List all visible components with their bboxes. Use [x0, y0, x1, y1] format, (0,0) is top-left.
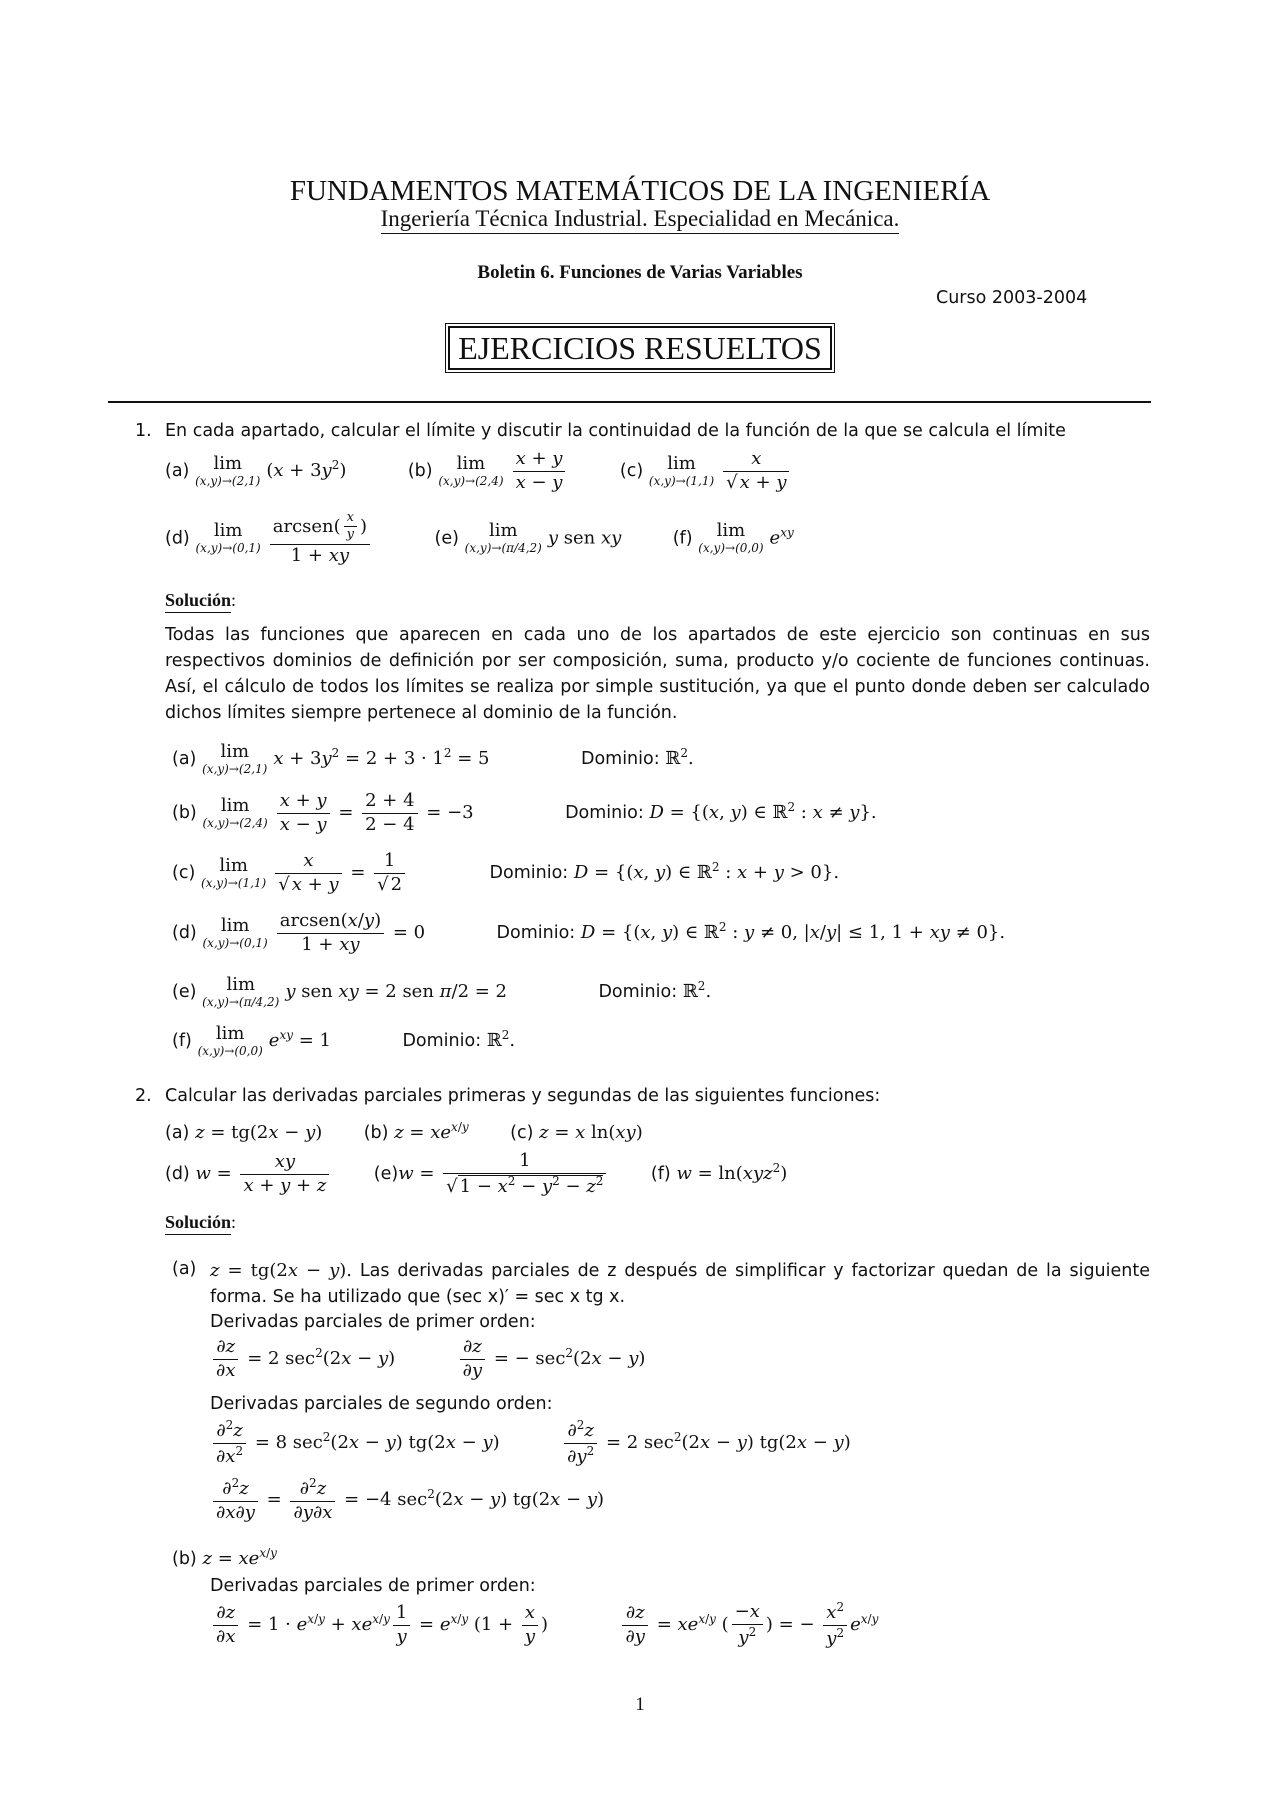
ex2-solution-label: Solución: — [165, 1212, 236, 1233]
ex2-first-order-label: Derivadas parciales de primer orden: — [210, 1312, 536, 1332]
ex1-number: 1. — [135, 421, 152, 441]
ex2-functions-row2: (d) w = $\frac{xy}{x + y + z}$ (e)w = $\frac{1}{√ 1 - x^2 - y^2 - z^2}$ (f) w = ln(xyz$^2$) — [165, 1150, 788, 1197]
ex2-sol-a-head: (a) — [172, 1259, 197, 1279]
ex1-solution-text: Todas las funciones que aparecen en cada uno de los apartados de este ejercicio son continuas en sus respectivos dominios de definición por ser composición, suma, producto y/o cociente de funciones continuas. Así, el cálculo de todos los límites se realiza por simple sustitución, ya que el punto donde deben ser calculado dichos límites siempre pertenece al dominio de la función. — [165, 625, 1150, 723]
ex2-statement: Calcular las derivadas parciales primeras y segundas de las siguientes funciones: — [165, 1086, 881, 1106]
ex1-solution-label: Solución: — [165, 590, 236, 611]
ex2-number: 2. — [135, 1086, 152, 1106]
ex1-sol-c: (c) lim (x,y)→(1,1) $\frac{x}{√ x + y}$ = $\frac{1}{√ 2}$ Dominio: D = {(x, y) ∈ ℝ$^2$ : x + y > 0}. — [172, 850, 840, 895]
ex2-sol-a-text: z = tg(2x − y). Las derivadas parciales de z después de simplificar y factorizar quedan de la siguiente forma. Se ha utilizado que (sec x)′ = sec x tg x. — [210, 1260, 1150, 1307]
ex1-limits-row2: (d) lim (x,y)→(0,1) arcsen( $\frac{x}{y}$ ) 1 + xy (e) lim (x,y)→(π/4,2) y sen xy (f) lim (x,y)→(0,0) $e^{xy}$ — [165, 510, 794, 566]
course-year: Curso 2003-2004 — [936, 288, 1088, 308]
document-subtitle: Ingeriería Técnica Industrial. Especialidad en Mecánica. — [0, 206, 1280, 232]
ex2-sol-b-head: (b) $z = xe^{x/y}$ — [172, 1546, 277, 1569]
ex1-statement: En cada apartado, calcular el límite y discutir la continuidad de la función de la que se calcula el límite — [165, 421, 1066, 441]
header-rule — [108, 401, 1151, 403]
ex1-limits-row1: (a) lim (x,y)→(2,1) $(x + 3y^2)$ (b) lim (x,y)→(2,4) $\frac{x + y}{x - y}$ (c) lim (x,y)→(1,1) $\frac{x}{√ x + y}$ — [165, 448, 792, 494]
ex2-a-second-derivs-row1: $\frac{\partial^2z}{\partial x^2}$ = 8 $\sec^2(2x - y) tg(2x - y)$ $\frac{\partial^2z}{\partial y^2}$ = 2 $\sec^2(2x - y) tg(2x - y)$ — [210, 1418, 851, 1468]
ex1-sol-b: (b) lim (x,y)→(2,4) $\frac{x + y}{x - y}$ = $\frac{2 + 4}{2 - 4}$ = −3 Dominio: D = {(x, y) ∈ ℝ$^2$ : x ≠ y}. — [172, 790, 877, 835]
ex2-second-order-label: Derivadas parciales de segundo orden: — [210, 1394, 553, 1414]
ex1-sol-f: (f) lim (x,y)→(0,0) $e^{xy} = 1$ Dominio: ℝ$^2$. — [172, 1023, 516, 1058]
page-number: 1 — [635, 1694, 645, 1715]
ex1-sol-e: (e) lim (x,y)→(π/4,2) y sen xy = 2 sen π/2 = 2 Dominio: ℝ$^2$. — [172, 974, 712, 1009]
document-title: FUNDAMENTOS MATEMÁTICOS DE LA INGENIERÍA — [289, 175, 991, 207]
bulletin-title: Boletin 6. Funciones de Varias Variables — [477, 262, 803, 283]
ex2-functions-row1: (a) z = tg(2x − y) (b) $z = xe^{x/y}$ (c) z = x ln(xy) — [165, 1120, 643, 1143]
ex2-a-second-derivs-row2: $\frac{\partial^2z}{\partial x\partial y}$ = $\frac{\partial^2z}{\partial y\partial x}$ = −4 $\sec^2(2x - y) tg(2x - y)$ — [210, 1476, 604, 1524]
ex2-b-first-order-label: Derivadas parciales de primer orden: — [210, 1576, 536, 1596]
boxed-heading: EJERCICIOS RESUELTOS — [0, 330, 1280, 367]
ex1-sol-d: (d) lim (x,y)→(0,1) $\frac{\text{arcsen(x/y)}}{1 + xy}$ = 0 Dominio: D = {(x, y) ∈ ℝ$^2$ : y ≠ 0, |x/y| ≤ 1, 1 + xy ≠ 0}. — [172, 910, 1006, 955]
ex2-a-first-derivs: $\frac{\partial z}{\partial x}$ = 2 $\sec^2(2x - y)$ $\frac{\partial z}{\partial y}$ = − $\sec^2(2x - y)$ — [210, 1336, 645, 1382]
ex2-b-first-derivs: $\frac{\partial z}{\partial x}$ = $1 \cdot e^{x/y} + xe^{x/y}$ $\frac{1}{y}$ = $e^{x/y}$ (1 + $\frac{x}{y}$ ) $\frac{\partial z}{\partial y}$ = $xe^{x/y}$ ( $\frac{-x}{y^2}$ ) = − $\frac{x^2}{y^2}$ $e^{x/y}$ — [210, 1600, 878, 1650]
ex1-sol-a: (a) lim (x,y)→(2,1) $x + 3y^2 = 2 + 3 \cdot 1^2 = 5$ Dominio: ℝ$^2$. — [172, 741, 694, 776]
